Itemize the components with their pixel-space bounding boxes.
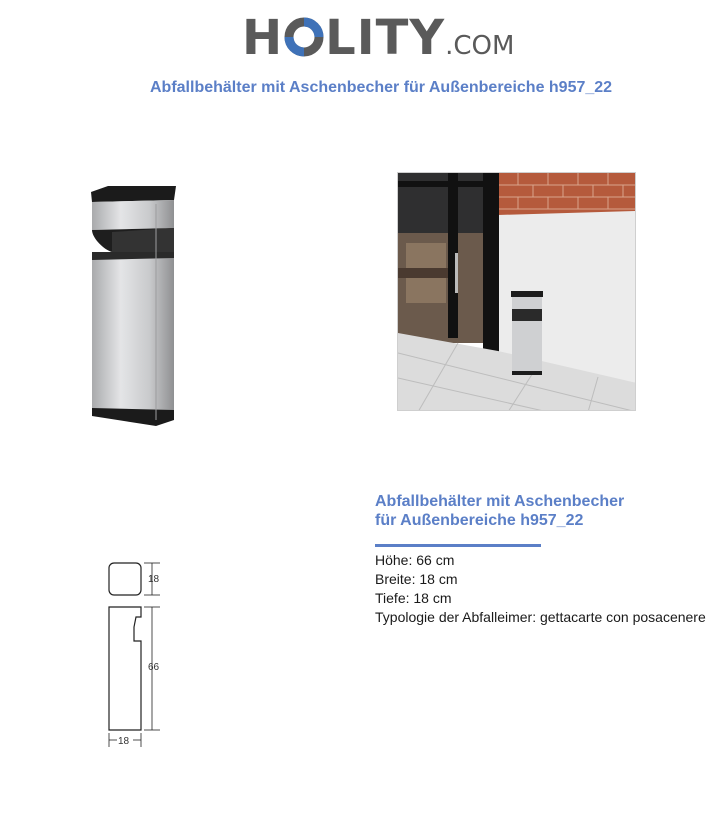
spec-type: Typologie der Abfalleimer: gettacarte con posacenere [375, 609, 706, 625]
holity-logo[interactable] [242, 10, 514, 70]
product-info [375, 492, 720, 627]
technical-drawing [100, 555, 170, 755]
logo-text-h: H [242, 10, 284, 66]
dim-width: 18 [118, 736, 130, 747]
title-divider [375, 544, 541, 547]
dim-height: 66 [148, 662, 160, 673]
page-title: Abfallbehälter mit Aschenbecher für Außenbereiche h957_22 [150, 79, 613, 96]
logo-o-icon [284, 17, 324, 57]
info-title-line2: für Außenbereiche h957_22 [375, 512, 584, 529]
logo-text-com: .COM [445, 31, 515, 61]
logo-text-lity: LITY [325, 10, 446, 66]
environment-photo-scene [398, 173, 636, 411]
environment-photo [397, 172, 636, 411]
spec-height: Höhe: 66 cm [375, 552, 455, 568]
dim-top-depth: 18 [148, 574, 160, 585]
info-title-line1: Abfallbehälter mit Aschenbecher [375, 493, 625, 510]
spec-width: Breite: 18 cm [375, 571, 458, 587]
product-image [86, 180, 182, 428]
spec-depth: Tiefe: 18 cm [375, 590, 452, 606]
